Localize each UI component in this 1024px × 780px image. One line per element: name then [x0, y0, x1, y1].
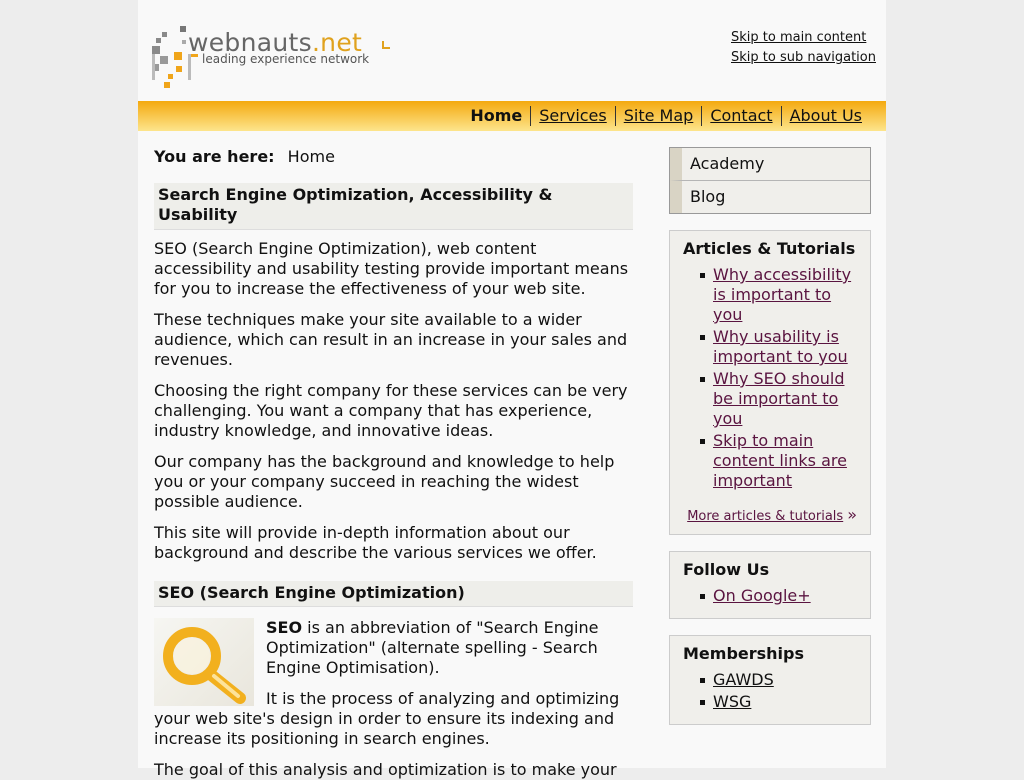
article-link[interactable]: Skip to main content links are important: [713, 431, 847, 490]
heading-seo: SEO (Search Engine Optimization): [154, 581, 633, 607]
intro-paragraph-3: Choosing the right company for these services can be very challenging. You want a company that has experience, industry knowledge, and innovative ideas.: [154, 381, 628, 440]
list-item: [700, 369, 857, 429]
main-nav-bar: [138, 101, 886, 131]
nav-about-us[interactable]: About Us: [781, 106, 870, 126]
more-articles: [683, 505, 857, 524]
seo-paragraph-3: The goal of this analysis and optimization is to make your: [154, 760, 617, 779]
header: [138, 0, 886, 101]
intro-paragraph-2: These techniques make your site available to a wider audience, which can result in an increase in your sales and revenues.: [154, 310, 628, 369]
article-link[interactable]: Why SEO should be important to you: [713, 369, 845, 428]
nav-services[interactable]: Services: [530, 106, 614, 126]
list-item: [700, 327, 857, 367]
google-plus-link[interactable]: On Google+: [713, 586, 811, 605]
follow-us-box: [669, 551, 871, 619]
more-articles-link[interactable]: More articles & tutorials: [687, 509, 844, 524]
nav-site-map[interactable]: Site Map: [615, 106, 702, 126]
list-item: [700, 692, 857, 712]
subnav-academy[interactable]: Academy: [670, 148, 870, 180]
intro-paragraph-1: SEO (Search Engine Optimization), web content accessibility and usability testing provide important means for you to increase the effectiveness of your web site.: [154, 239, 629, 298]
main-content: [154, 131, 633, 780]
sidebar: [669, 147, 871, 725]
memberships-list: [683, 670, 857, 712]
article-link[interactable]: Why usability is important to you: [713, 327, 848, 366]
sub-navigation: [669, 147, 871, 214]
articles-title: Articles & Tutorials: [683, 239, 856, 258]
wsg-link[interactable]: WSG: [713, 692, 752, 711]
subnav-blog[interactable]: Blog: [670, 180, 870, 213]
intro-paragraph-4: Our company has the background and knowledge to help you or your company succeed in reaching the widest possible audience.: [154, 452, 615, 511]
gawds-link[interactable]: GAWDS: [713, 670, 774, 689]
seo-definition: SEO is an abbreviation of "Search Engine Optimization" (alternate spelling - Search Engine Optimisation).: [266, 618, 599, 677]
list-item: [700, 670, 857, 690]
follow-list: [683, 586, 857, 606]
logo-tagline: leading experience network: [202, 52, 370, 66]
magnifying-glass-image: [154, 618, 254, 706]
follow-us-title: Follow Us: [683, 560, 770, 579]
main-nav: [462, 106, 870, 126]
article-link[interactable]: Why accessibility is important to you: [713, 265, 852, 324]
list-item: [700, 586, 857, 606]
articles-tutorials-box: [669, 230, 871, 535]
site-logo[interactable]: [152, 24, 392, 94]
logo-wordmark: webnauts.net: [188, 28, 363, 57]
seo-paragraph-2: It is the process of analyzing and optimizing your web site's design in order to ensure its indexing and increase its positioning in search engines.: [154, 689, 620, 748]
double-chevron-right-icon: »: [847, 505, 857, 524]
breadcrumb: [154, 147, 633, 167]
list-item: [700, 265, 857, 325]
page: [138, 0, 886, 779]
memberships-box: [669, 635, 871, 725]
skip-to-main-link[interactable]: Skip to main content: [731, 30, 867, 45]
nav-home[interactable]: Home: [470, 106, 523, 125]
intro-paragraph-5: This site will provide in-depth information about our background and describe the various services we offer.: [154, 523, 597, 562]
list-item: [700, 431, 857, 491]
skip-to-sub-nav-link[interactable]: Skip to sub navigation: [731, 50, 876, 65]
heading-seo-accessibility-usability: Search Engine Optimization, Accessibility & Usability: [154, 183, 633, 230]
breadcrumb-current: Home: [287, 147, 335, 166]
skip-links: [731, 28, 876, 68]
nav-contact[interactable]: Contact: [701, 106, 780, 126]
breadcrumb-label: You are here:: [154, 147, 275, 166]
logo-corner-mark: [382, 41, 390, 49]
articles-list: [683, 265, 857, 491]
memberships-title: Memberships: [683, 644, 805, 663]
magnifying-glass-icon: [154, 618, 254, 706]
